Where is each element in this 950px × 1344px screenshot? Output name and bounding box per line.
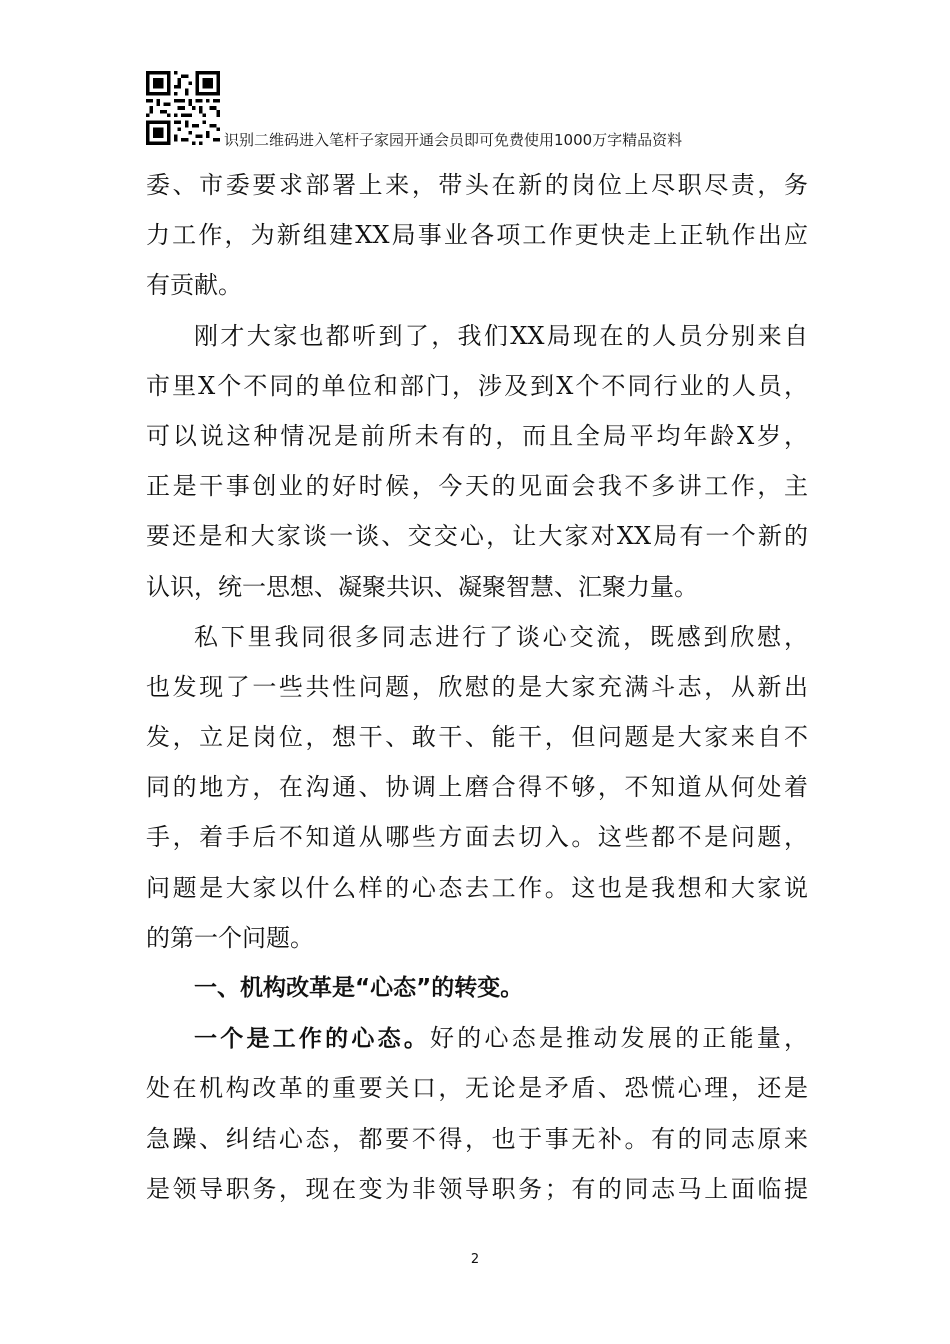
body-line: 处在机构改革的重要关口，无论是矛盾、恐慌心理，还是 <box>146 1074 808 1103</box>
body-line: 是领导职务，现在变为非领导职务；有的同志马上面临提 <box>146 1174 808 1203</box>
body-line: 要还是和大家谈一谈、交交心，让大家对XX局有一个新的 <box>146 522 808 551</box>
body-line: 也发现了一些共性问题，欣慰的是大家充满斗志，从新出 <box>146 672 808 701</box>
body-line: 市里X个不同的单位和部门，涉及到X个不同行业的人员， <box>146 371 808 400</box>
body-line: 正是干事创业的好时候，今天的见面会我不多讲工作，主 <box>146 472 808 501</box>
qr-code-icon <box>146 71 220 145</box>
body-line: 可以说这种情况是前所未有的，而且全局平均年龄X岁， <box>146 421 808 450</box>
section-heading: 一、机构改革是“心态”的转变。 <box>194 975 524 1001</box>
body-line: 问题是大家以什么样的心态去工作。这也是我想和大家说 <box>146 873 808 902</box>
body-line: 刚才大家也都听到了，我们XX局现在的人员分别来自 <box>194 321 808 350</box>
body-line: 私下里我同很多同志进行了谈心交流，既感到欣慰， <box>194 622 808 651</box>
body-line: 手，着手后不知道从哪些方面去切入。这些都不是问题， <box>146 823 808 852</box>
bold-lead-rest: 好的心态是推动发展的正能量， <box>430 1024 809 1053</box>
page-number: 2 <box>470 1252 480 1267</box>
header-promo-text: 识别二维码进入笔杆子家园开通会员即可免费使用1000万字精品资料 <box>224 131 683 149</box>
body-line: 有贡献。 <box>146 271 242 300</box>
body-line: 发，立足岗位，想干、敢干、能干，但问题是大家来自不 <box>146 723 808 752</box>
body-line: 同的地方，在沟通、协调上磨合得不够，不知道从何处着 <box>146 773 808 802</box>
body-line: 力工作，为新组建XX局事业各项工作更快走上正轨作出应 <box>146 221 808 250</box>
body-line: 的第一个问题。 <box>146 923 314 952</box>
body-line-bold-lead <box>146 1013 808 1063</box>
document-body <box>146 160 808 1214</box>
body-line: 认识，统一思想、凝聚共识、凝聚智慧、汇聚力量。 <box>146 572 698 601</box>
body-line: 委、市委要求部署上来，带头在新的岗位上尽职尽责，务 <box>146 171 808 199</box>
body-line: 急躁、纠结心态，都要不得，也于事无补。有的同志原来 <box>146 1124 808 1153</box>
bold-lead-text: 一个是工作的心态。 <box>194 1026 431 1053</box>
